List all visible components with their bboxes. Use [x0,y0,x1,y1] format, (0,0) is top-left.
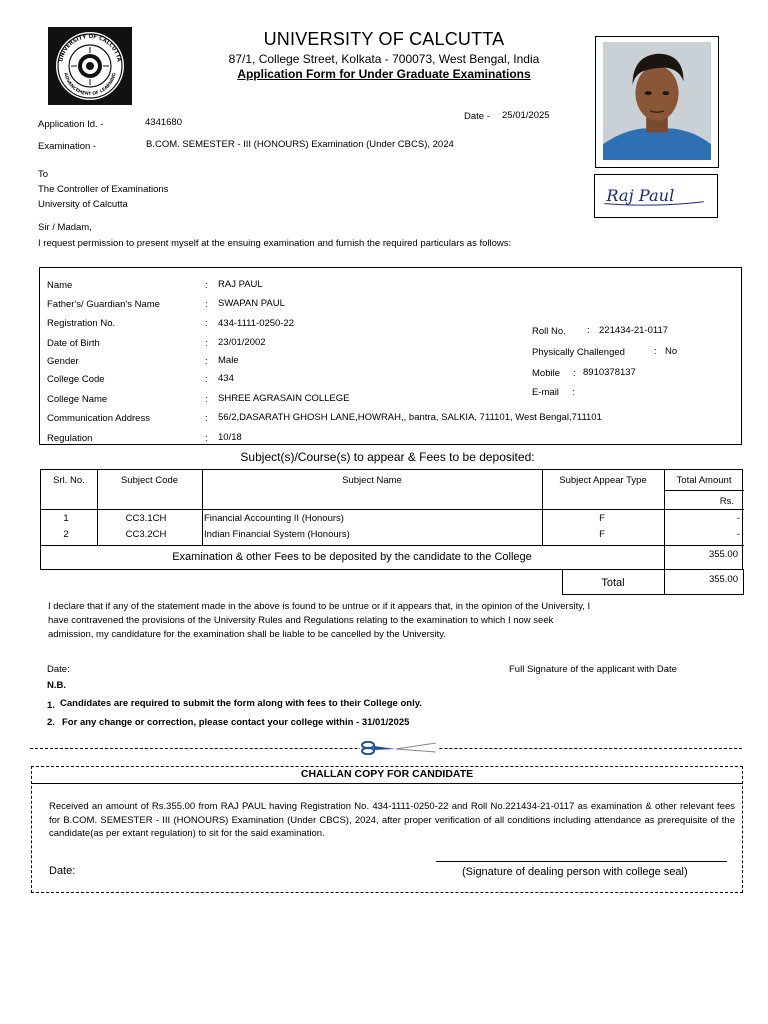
row-type: F [599,529,605,540]
gender-label: Gender [47,356,79,367]
application-id-value: 4341680 [145,117,182,128]
note-2: For any change or correction, please contact your college within - 31/01/2025 [62,717,410,728]
examination-value: B.COM. SEMESTER - III (HONOURS) Examination (Under CBCS), 2024 [146,139,454,150]
row-name: Indian Financial System (Honours) [204,529,350,540]
email-label: E-mail [532,387,559,398]
colon: : [205,318,208,329]
fees-label: Examination & other Fees to be deposited by the candidate to the College [172,551,532,563]
total-label: Total [601,577,625,589]
father-value: SWAPAN PAUL [218,298,285,309]
colon: : [205,356,208,367]
name-label: Name [47,280,73,291]
letter-addressee: The Controller of Examinations [38,184,169,195]
row-srl: 2 [63,529,69,540]
father-label: Father's/ Guardian's Name [47,299,160,310]
declaration-line-3: admission, my candidature for the examination shall be liable to be cancelled by the University. [48,629,446,640]
colon: : [205,394,208,405]
colon: : [205,338,208,349]
name-value: RAJ PAUL [218,279,263,290]
challan-title: CHALLAN COPY FOR CANDIDATE [300,768,474,780]
signature-text: Raj Paul [606,185,675,205]
header-total-amount: Total Amount [676,475,732,486]
registration-label: Registration No. [47,318,116,329]
registration-value: 434-1111-0250-22 [218,318,295,329]
mobile-value: 8910378137 [583,367,636,378]
declaration-line-1: I declare that if any of the statement made in the above is found to be untrue or if it appears that, in the opinion of the University, I [48,601,591,612]
subjects-caption: Subject(s)/Course(s) to appear & Fees to be deposited: [240,450,535,464]
mobile-label: Mobile [532,368,560,379]
physically-challenged-value: No [665,346,678,357]
college-code-value: 434 [218,373,234,384]
fees-amount: 355.00 [708,549,738,560]
roll-label: Roll No. [532,326,566,337]
letter-request: I request permission to present myself at the ensuing examination and furnish the required particulars as follows: [38,238,512,249]
colon: : [572,387,575,398]
colon: : [205,413,208,424]
header-subject-name: Subject Name [342,475,402,486]
row-name: Financial Accounting II (Honours) [204,513,344,524]
address-label: Communication Address [47,413,150,424]
total-amount: 355.00 [708,574,738,585]
letter-salutation: Sir / Madam, [38,222,92,233]
university-title: UNIVERSITY OF CALCUTTA [263,29,505,49]
regulation-label: Regulation [47,433,93,444]
colon: : [654,346,657,357]
row-code: CC3.1CH [125,513,167,524]
colon: : [205,299,208,310]
row-type: F [599,513,605,524]
university-address: 87/1, College Street, Kolkata - 700073, West Bengal, India [228,52,540,66]
applicant-date-label: Date: [47,664,70,675]
row-code: CC3.2CH [125,529,167,540]
signature-line [436,861,727,862]
colon: : [205,433,208,444]
examination-label: Examination - [38,141,97,152]
date-label: Date - [464,111,490,122]
address-value: 56/2,DASARATH GHOSH LANE,HOWRAH,, bantra, SALKIA, 711101, West Bengal,711101 [218,412,602,423]
dob-value: 23/01/2002 [218,337,266,348]
application-id-label: Application Id. - [38,119,104,130]
scissors-icon [360,741,438,755]
header-srl: Srl. No. [53,475,85,486]
row-amount: - [736,513,740,524]
header-currency: Rs. [719,496,734,507]
college-name-value: SHREE AGRASAIN COLLEGE [218,393,350,404]
date-value: 25/01/2025 [502,110,550,121]
gender-value: Male [218,355,239,366]
note-2-number: 2. [47,717,55,728]
dob-label: Date of Birth [47,338,100,349]
full-signature-label: Full Signature of the applicant with Date [509,664,677,675]
physically-challenged-label: Physically Challenged [532,347,625,358]
note-1-number: 1. [47,700,55,711]
colon: : [205,280,208,291]
logo-text-top: UNIVERSITY OF CALCUTTA [58,33,122,63]
challan-title-divider [32,783,742,784]
header-appear-type: Subject Appear Type [559,475,647,486]
challan-text: Received an amount of Rs.355.00 from RAJ PAUL having Registration No. 434-1111-0250-22 and Roll No.221434-21-0117 as examination & other relevant fees for B.COM. SEMESTER - III (HONOURS) Examination (Under CBCS), 2024, after proper verification of all conditions including attendance as prerequisite of the candidate(as per extant regulation) to sit for the said examination. [49,801,735,839]
applicant-photo [603,42,711,160]
roll-value: 221434-21-0117 [599,325,669,336]
college-code-label: College Code [47,374,105,385]
row-srl: 1 [63,513,69,524]
letter-addressee-org: University of Calcutta [38,199,128,210]
form-title: Application Form for Under Graduate Examinations [237,67,531,81]
header-subject-code: Subject Code [120,475,179,486]
colon: : [587,325,590,336]
row-amount: - [736,529,740,540]
colon: : [205,374,208,385]
logo-text-bottom: ADVANCEMENT OF LEARNING [62,72,118,98]
letter-to: To [38,169,49,180]
nb-label: N.B. [47,680,66,691]
declaration-line-2: have contravened the provisions of the University Rules and Regulations relating to the examination to which I now seek [48,615,554,626]
dealing-signature-label: (Signature of dealing person with college seal) [462,866,688,878]
colon: : [573,368,576,379]
applicant-signature [594,174,718,218]
college-name-label: College Name [47,394,108,405]
note-1: Candidates are required to submit the form along with fees to their College only. [60,698,422,709]
regulation-value: 10/18 [218,432,242,443]
applicant-photo-frame [595,36,719,168]
challan-date-label: Date: [49,865,76,877]
